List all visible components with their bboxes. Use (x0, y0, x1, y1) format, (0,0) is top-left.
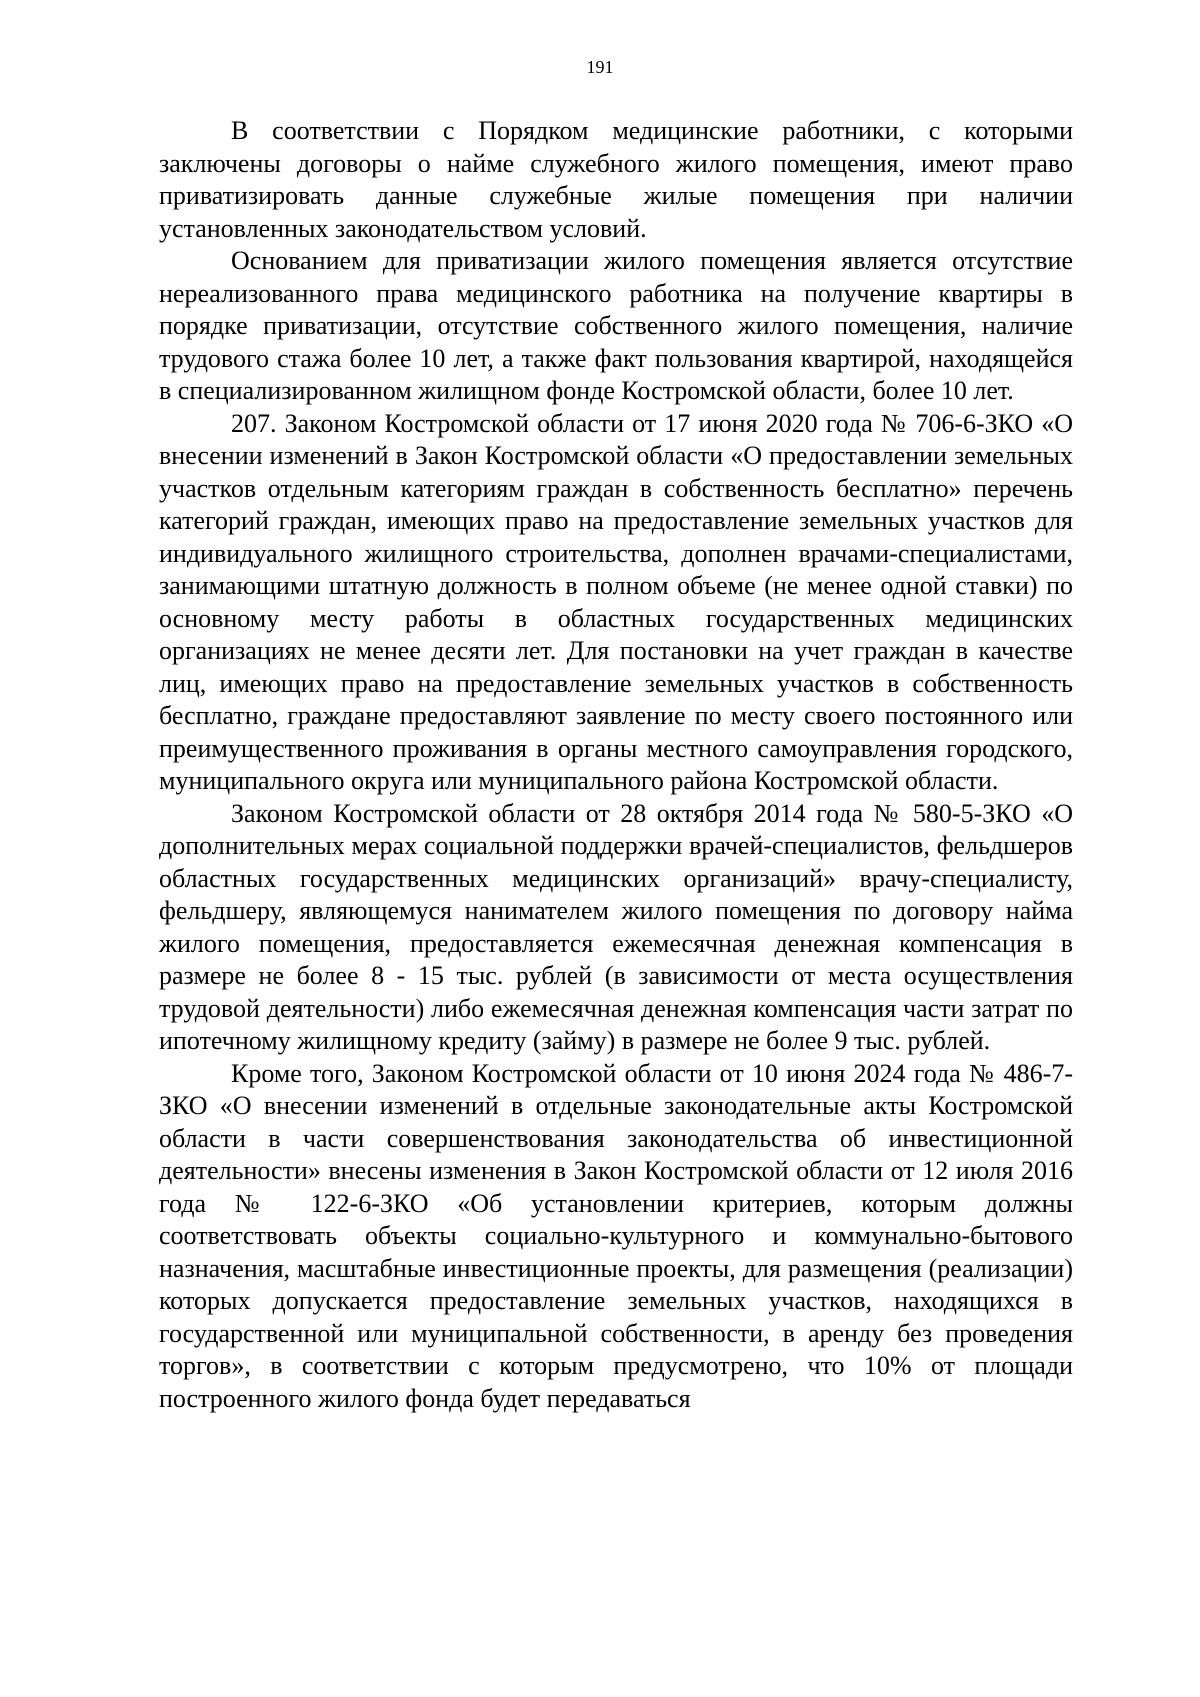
document-body (159, 115, 1073, 1415)
paragraph-monetary-compensation-law: Законом Костромской области от 28 октября 2014 года № 580-5-ЗКО «О дополнительных мерах социальной поддержки врачей-специалистов, фельдшеров областных государственных медицинских организаций» врачу-специалисту, фельдшеру, являющемуся нанимателем жилого помещения по договору найма жилого помещения, предоставляется ежемесячная денежная компенсация в размере не более 8 - 15 тыс. рублей (в зависимости от места осуществления трудовой деятельности) либо ежемесячная денежная компенсация части затрат по ипотечному жилищному кредиту (займу) в размере не более 9 тыс. рублей. (159, 798, 1073, 1055)
paragraph-207-land-plots-law: 207. Законом Костромской области от 17 июня 2020 года № 706-6-ЗКО «О внесении изменений в Закон Костромской области «О предоставлении земельных участков отдельным категориям граждан в собственность бесплатно» перечень категорий граждан, имеющих право на предоставление земельных участков для индивидуального жилищного строительства, дополнен врачами-специалистами, занимающими штатную должность в полном объеме (не менее одной ставки) по основному месту работы в областных государственных медицинских организациях не менее десяти лет. Для постановки на учет граждан в качестве лиц, имеющих право на предоставление земельных участков в собственность бесплатно, граждане предоставляют заявление по месту своего постоянного или преимущественного проживания в органы местного самоуправления городского, муниципального округа или муниципального района Костромской области. (159, 408, 1073, 795)
page-number: 191 (586, 57, 614, 77)
paragraph-privatization-grounds: Основанием для приватизации жилого помещения является отсутствие нереализованного права медицинского работника на получение квартиры в порядке приватизации, отсутствие собственного жилого помещения, наличие трудового стажа более 10 лет, а также факт пользования квартирой, находящейся в специализированном жилищном фонде Костромской области, более 10 лет. (159, 246, 1073, 405)
paragraph-investment-activity-law: Кроме того, Законом Костромской области от 10 июня 2024 года № 486-7-ЗКО «О внесении изменений в отдельные законодательные акты Костромской области в части совершенствования законодательства об инвестиционной деятельности» внесены изменения в Закон Костромской области от 12 июля 2016 года № 122-6-ЗКО «Об установлении критериев, которым должны соответствовать объекты социально-культурного и коммунально-бытового назначения, масштабные инвестиционные проекты, для размещения (реализации) которых допускается предоставление земельных участков, находящихся в государственной или муниципальной собственности, в аренду без проведения торгов», в соответствии с которым предусмотрено, что 10% от площади построенного жилого фонда будет передаваться (159, 1058, 1073, 1413)
paragraph-medical-workers-privatization: В соответствии с Порядком медицинские работники, с которыми заключены договоры о найме служебного жилого помещения, имеют право приватизировать данные служебные жилые помещения при наличии установленных законодательством условий. (159, 116, 1073, 243)
